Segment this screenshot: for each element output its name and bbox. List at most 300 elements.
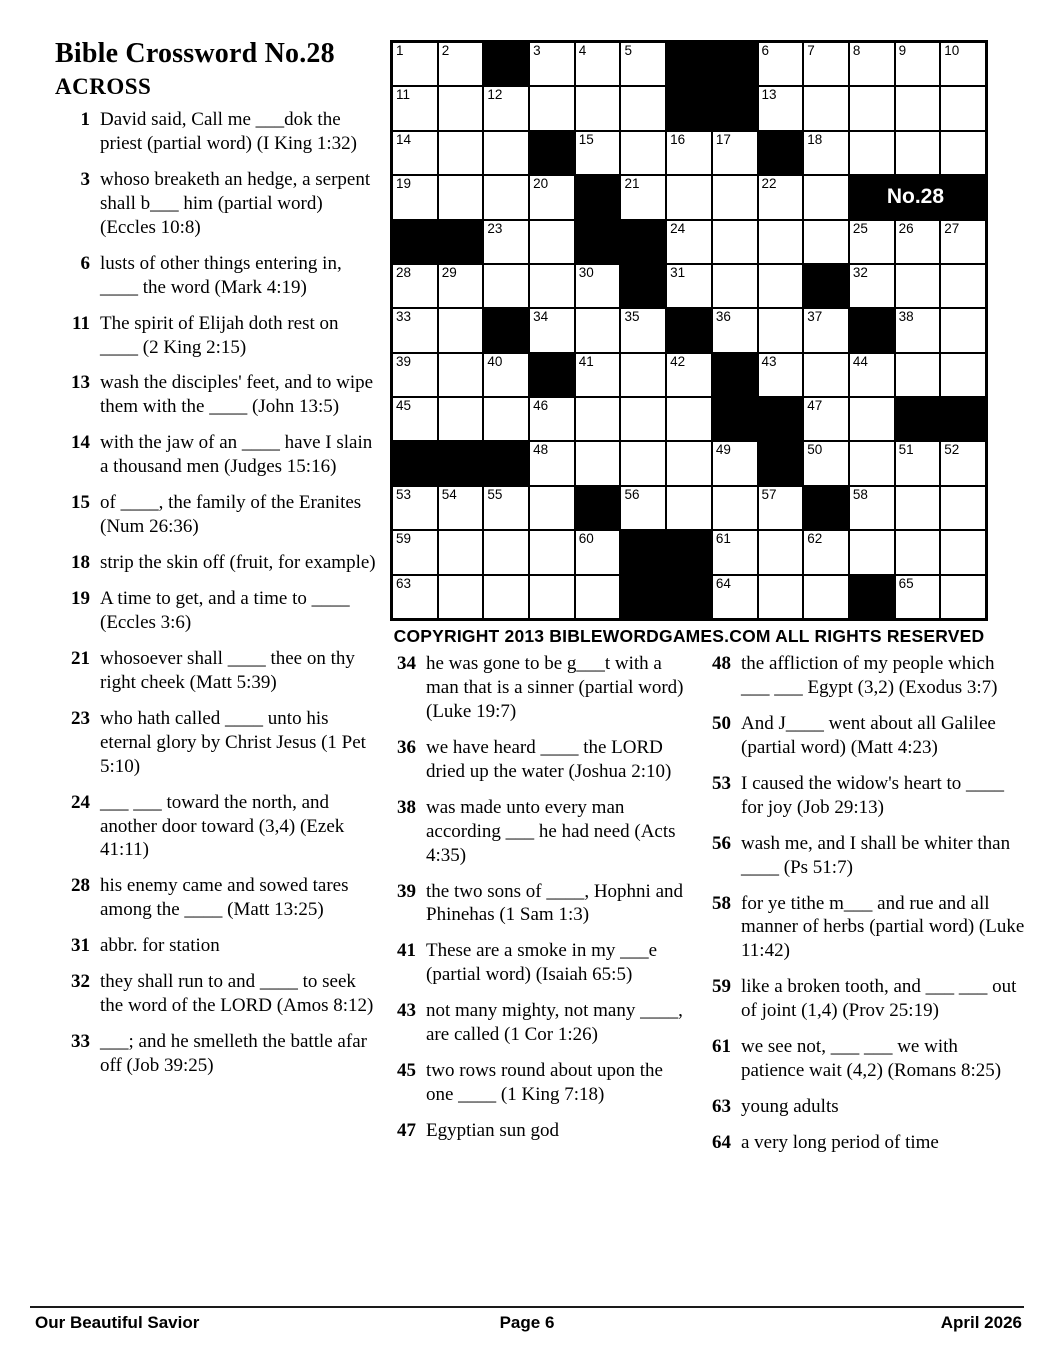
clue-number: 33 <box>71 1031 90 1053</box>
clue-number: 61 <box>712 1036 731 1058</box>
grid-cell <box>393 354 437 396</box>
grid-cell <box>484 531 528 573</box>
grid-cell <box>439 176 483 218</box>
clue-text: strip the skin off (fruit, for example) <box>100 552 376 574</box>
grid-cell <box>667 221 711 263</box>
clue-number: 48 <box>712 653 731 674</box>
clue-item <box>388 939 690 987</box>
clue-number: 13 <box>71 372 90 394</box>
clue-text: I caused the widow's heart to ____ for joy (Job 29:13) <box>741 772 1005 818</box>
grid-cell <box>530 398 574 440</box>
cell-number: 9 <box>898 43 907 58</box>
clue-number: 58 <box>712 892 731 914</box>
clue-number: 36 <box>397 736 416 758</box>
clue-item <box>388 652 690 724</box>
cell-number: 28 <box>396 264 412 280</box>
clue-number: 59 <box>712 976 731 998</box>
clue-text: These are a smoke in my ___e (partial word) (Isaiah 65:5) <box>426 940 658 986</box>
cell-number: 27 <box>944 220 960 236</box>
clue-text: they shall run to and ____ to seek the word of the LORD (Amos 8:12) <box>100 971 374 1017</box>
grid-cell <box>896 531 940 573</box>
grid-cell <box>576 87 620 129</box>
clue-list-middle <box>388 652 690 1155</box>
cell-number: 39 <box>396 353 412 369</box>
footer-date: April 2026 <box>940 1313 1022 1332</box>
grid-cell <box>621 442 665 484</box>
clue-text: who hath called ____ unto his eternal glory by Christ Jesus (1 Pet 5:10) <box>100 707 366 777</box>
cell-number: 57 <box>761 486 777 502</box>
grid-cell-black <box>439 442 483 484</box>
clue-list-left <box>62 108 380 1090</box>
grid-cell-black <box>804 487 848 529</box>
clue-number: 15 <box>71 492 90 514</box>
grid-cell <box>621 398 665 440</box>
clue-text: wash the disciples' feet, and to wipe them with the ____ (John 13:5) <box>100 372 374 418</box>
clue-item <box>62 587 380 635</box>
cell-number: 8 <box>852 43 861 58</box>
grid-cell <box>667 132 711 174</box>
grid-cell-black <box>530 132 574 174</box>
grid-cell <box>530 265 574 307</box>
cell-number: 24 <box>670 220 686 236</box>
clue-number: 28 <box>71 875 90 897</box>
grid-cell <box>850 442 894 484</box>
grid-cell <box>484 132 528 174</box>
grid-cell <box>530 221 574 263</box>
clue-item <box>703 1035 1025 1083</box>
grid-cell <box>804 43 848 85</box>
cell-number: 26 <box>898 220 914 236</box>
cell-number: 29 <box>441 264 457 280</box>
clue-text: Egyptian sun god <box>426 1120 559 1141</box>
grid-cell <box>439 398 483 440</box>
grid-cell <box>576 531 620 573</box>
grid-cell <box>804 132 848 174</box>
grid-cell <box>439 132 483 174</box>
cell-number: 53 <box>396 486 412 502</box>
grid-cell-black <box>850 309 894 351</box>
cell-number: 61 <box>715 531 731 547</box>
grid-cell <box>713 531 757 573</box>
grid-cell <box>759 531 803 573</box>
grid-cell-black <box>759 442 803 484</box>
clue-item <box>62 312 380 360</box>
across-heading: ACROSS <box>55 74 152 99</box>
grid-cell <box>393 398 437 440</box>
grid-cell <box>941 132 985 174</box>
clue-text: ___; and he smelleth the battle afar off (Job 39:25) <box>100 1031 367 1076</box>
grid-cell <box>941 221 985 263</box>
clue-text: we see not, ___ ___ we with patience wait (4,2) (Romans 8:25) <box>741 1036 1002 1082</box>
grid-cell-black <box>850 176 945 218</box>
grid-cell <box>393 531 437 573</box>
clue-number: 21 <box>71 647 90 669</box>
clue-number: 39 <box>397 880 416 902</box>
grid-cell <box>439 265 483 307</box>
grid-cell <box>941 576 985 618</box>
grid-cell <box>759 87 803 129</box>
grid-cell <box>393 43 437 85</box>
clue-item <box>62 371 380 419</box>
grid-cell-black <box>393 442 437 484</box>
clue-item <box>62 108 380 156</box>
clue-number: 19 <box>71 588 90 609</box>
grid-cell-black <box>576 487 620 529</box>
clue-item <box>703 1095 1025 1119</box>
grid-cell-black <box>484 442 528 484</box>
grid-cell <box>759 221 803 263</box>
grid-cell-black <box>621 576 665 618</box>
clue-number: 24 <box>71 791 90 813</box>
grid-cell <box>530 531 574 573</box>
grid-cell <box>576 398 620 440</box>
grid-cell <box>759 176 803 218</box>
grid-cell <box>713 442 757 484</box>
grid-cell <box>850 87 894 129</box>
cell-number: 20 <box>533 176 549 192</box>
grid-cell <box>576 442 620 484</box>
clue-item <box>388 796 690 868</box>
grid-cell-black <box>621 531 665 573</box>
grid-cell <box>941 87 985 129</box>
clue-item <box>703 772 1025 820</box>
clue-item <box>388 1059 690 1107</box>
clue-text: the two sons of ____, Hophni and Phinehas (1 Sam 1:3) <box>426 880 684 926</box>
clue-item <box>703 712 1025 760</box>
clue-number: 34 <box>397 653 416 674</box>
cell-number: 37 <box>807 309 823 325</box>
grid-cell-black <box>896 398 940 440</box>
clue-item <box>388 1119 690 1143</box>
cell-number: 60 <box>578 531 594 547</box>
grid-cell <box>576 576 620 618</box>
no28-badge: No.28 <box>886 185 945 209</box>
clue-text: his enemy came and sowed tares among the ____ (Matt 13:25) <box>100 875 349 921</box>
clue-number: 63 <box>712 1096 731 1118</box>
clue-text: ___ ___ toward the north, and another door toward (3,4) (Ezek 41:11) <box>100 791 345 861</box>
grid-cell <box>713 176 757 218</box>
cell-number: 56 <box>624 486 640 502</box>
grid-cell <box>941 43 985 85</box>
grid-cell <box>759 43 803 85</box>
clue-item <box>62 551 380 575</box>
clue-text: for ye tithe m___ and rue and all manner of herbs (partial word) (Luke 11:42) <box>741 892 1025 962</box>
cell-number: 59 <box>396 531 412 547</box>
cell-number: 10 <box>944 43 960 58</box>
clue-item <box>388 999 690 1047</box>
cell-number: 44 <box>852 353 868 369</box>
grid-cell <box>530 309 574 351</box>
clue-number: 11 <box>72 312 90 334</box>
cell-number: 46 <box>533 398 549 414</box>
grid-cell-black <box>759 398 803 440</box>
grid-cell <box>850 43 894 85</box>
grid-cell <box>759 576 803 618</box>
clue-number: 31 <box>71 935 90 957</box>
clue-list-right <box>703 652 1025 1167</box>
cell-number: 23 <box>487 220 503 236</box>
grid-cell <box>804 354 848 396</box>
grid-cell <box>941 442 985 484</box>
grid-cell <box>896 132 940 174</box>
cell-number: 22 <box>761 176 777 192</box>
grid-cell <box>439 487 483 529</box>
grid-cell <box>667 354 711 396</box>
clue-item <box>62 431 380 479</box>
grid-cell <box>393 576 437 618</box>
cell-number: 58 <box>852 486 868 502</box>
grid-cell <box>804 576 848 618</box>
grid-cell <box>621 87 665 129</box>
cell-number: 13 <box>761 87 777 103</box>
grid-cell <box>804 398 848 440</box>
clue-text: A time to get, and a time to ____ (Eccles 3:6) <box>100 588 350 633</box>
grid-cell-black <box>941 398 985 440</box>
cell-number: 40 <box>487 353 503 369</box>
grid-cell <box>439 309 483 351</box>
clue-number: 45 <box>397 1060 416 1082</box>
grid-cell <box>850 487 894 529</box>
grid-cell-black <box>484 43 528 85</box>
grid-cell <box>759 354 803 396</box>
clue-text: abbr. for station <box>100 935 220 957</box>
grid-cell <box>759 487 803 529</box>
grid-cell <box>713 221 757 263</box>
cell-number: 43 <box>761 353 777 369</box>
grid-cell <box>896 354 940 396</box>
clue-item <box>62 707 380 779</box>
grid-cell <box>850 354 894 396</box>
clue-item <box>703 1131 1025 1155</box>
grid-cell <box>484 221 528 263</box>
cell-number: 42 <box>670 353 686 369</box>
cell-number: 62 <box>807 531 823 547</box>
clue-item <box>62 934 380 958</box>
grid-cell <box>621 43 665 85</box>
cell-number: 7 <box>807 43 815 58</box>
clue-number: 56 <box>712 832 731 854</box>
grid-cell <box>439 87 483 129</box>
cell-number: 12 <box>487 87 503 103</box>
grid-cell <box>759 265 803 307</box>
cell-number: 36 <box>715 309 731 325</box>
cell-number: 55 <box>487 486 503 502</box>
grid-cell <box>621 176 665 218</box>
cell-number: 50 <box>807 442 823 458</box>
grid-cell <box>896 442 940 484</box>
grid-cell <box>713 265 757 307</box>
grid-cell <box>850 265 894 307</box>
grid-cell <box>941 265 985 307</box>
cell-number: 65 <box>898 575 914 591</box>
grid-cell <box>530 442 574 484</box>
clue-number: 47 <box>397 1120 416 1141</box>
grid-cell <box>484 87 528 129</box>
clue-text: whosoever shall ____ thee on thy right cheek (Matt 5:39) <box>100 647 355 693</box>
grid-cell <box>393 309 437 351</box>
grid-cell <box>530 576 574 618</box>
cell-number: 32 <box>852 264 868 280</box>
cell-number: 11 <box>396 87 411 103</box>
clue-text: lusts of other things entering in, ____ the word (Mark 4:19) <box>100 252 342 298</box>
grid-cell-black <box>393 221 437 263</box>
cell-number: 4 <box>578 43 587 58</box>
cell-number: 48 <box>533 442 549 458</box>
grid-cell-black <box>713 87 757 129</box>
clue-item <box>703 652 1025 700</box>
clue-number: 3 <box>80 168 90 190</box>
grid-cell <box>439 531 483 573</box>
cell-number: 31 <box>670 264 686 280</box>
clue-text: a very long period of time <box>741 1132 939 1153</box>
grid-cell <box>759 309 803 351</box>
grid-cell <box>804 309 848 351</box>
grid-cell <box>850 132 894 174</box>
grid-cell <box>484 398 528 440</box>
grid-cell <box>621 132 665 174</box>
cell-number: 35 <box>624 309 640 325</box>
grid-cell <box>439 576 483 618</box>
grid-cell-black <box>667 531 711 573</box>
grid-cell <box>896 309 940 351</box>
clue-number: 38 <box>397 796 416 818</box>
grid-cell <box>621 354 665 396</box>
cell-number: 64 <box>715 575 731 591</box>
grid-cell <box>941 354 985 396</box>
grid-cell-black <box>621 221 665 263</box>
grid-cell <box>576 354 620 396</box>
clue-item <box>62 791 380 863</box>
cell-number: 63 <box>396 575 412 591</box>
clue-item <box>62 1030 380 1078</box>
clue-text: with the jaw of an ____ have I slain a thousand men (Judges 15:16) <box>100 432 373 478</box>
cell-number: 45 <box>396 398 412 414</box>
clue-item <box>703 892 1025 964</box>
grid-cell-black <box>850 576 894 618</box>
cell-number: 51 <box>898 442 914 458</box>
clue-number: 6 <box>80 252 90 274</box>
grid-cell <box>804 176 848 218</box>
clue-number: 18 <box>71 552 90 574</box>
grid-cell <box>439 354 483 396</box>
cell-number: 38 <box>898 309 914 325</box>
grid-cell <box>530 43 574 85</box>
clue-number: 50 <box>712 712 731 734</box>
grid-cell <box>393 132 437 174</box>
clue-text: like a broken tooth, and ___ ___ out of joint (1,4) (Prov 25:19) <box>741 976 1017 1022</box>
clue-number: 14 <box>71 432 90 454</box>
grid-cell <box>896 265 940 307</box>
grid-cell-black <box>667 576 711 618</box>
grid-cell-black <box>667 87 711 129</box>
footer-page-number: Page 6 <box>499 1313 555 1332</box>
cell-number: 33 <box>396 309 412 325</box>
cell-number: 52 <box>944 442 960 458</box>
grid-cell <box>804 531 848 573</box>
grid-cell <box>484 487 528 529</box>
grid-cell-black <box>530 354 574 396</box>
clue-number: 64 <box>712 1132 731 1153</box>
cell-number: 3 <box>533 43 541 58</box>
grid-cell <box>713 132 757 174</box>
grid-cell <box>484 265 528 307</box>
clue-item <box>62 491 380 539</box>
clue-text: The spirit of Elijah doth rest on ____ (2 King 2:15) <box>100 312 339 358</box>
cell-number: 54 <box>441 486 457 502</box>
cell-number: 18 <box>807 131 823 147</box>
cell-number: 1 <box>396 43 404 58</box>
grid-cell <box>667 398 711 440</box>
grid-cell <box>667 442 711 484</box>
grid-cell <box>850 398 894 440</box>
grid-cell-black <box>713 398 757 440</box>
clue-text: young adults <box>741 1096 839 1118</box>
grid-cell <box>713 309 757 351</box>
grid-cell <box>530 176 574 218</box>
clue-text: we have heard ____ the LORD dried up the water (Joshua 2:10) <box>426 736 672 782</box>
clue-text: was made unto every man according ___ he had need (Acts 4:35) <box>426 796 676 866</box>
grid-cell <box>713 576 757 618</box>
cell-number: 17 <box>715 131 731 147</box>
cell-number: 6 <box>761 43 770 58</box>
grid-cell <box>576 132 620 174</box>
clue-number: 23 <box>71 707 90 729</box>
clue-text: David said, Call me ___dok the priest (partial word) (I King 1:32) <box>100 109 357 154</box>
clue-text: he was gone to be g___t with a man that is a sinner (partial word) (Luke 19:7) <box>426 653 684 722</box>
grid-cell <box>484 354 528 396</box>
clue-number: 43 <box>397 1000 416 1022</box>
grid-cell <box>576 265 620 307</box>
clue-item <box>62 970 380 1018</box>
grid-cell-black <box>667 43 711 85</box>
grid-cell-black <box>713 354 757 396</box>
grid-cell-black <box>484 309 528 351</box>
clue-item <box>703 832 1025 880</box>
crossword-grid <box>390 40 988 621</box>
grid-cell <box>804 221 848 263</box>
clue-text: of ____, the family of the Eranites (Num 26:36) <box>100 492 362 538</box>
copyright-text: COPYRIGHT 2013 BIBLEWORDGAMES.COM ALL RIGHTS RESERVED <box>393 626 985 646</box>
grid-cell <box>393 176 437 218</box>
grid-cell <box>804 87 848 129</box>
cell-number: 5 <box>624 43 632 58</box>
grid-cell <box>393 487 437 529</box>
cell-number: 34 <box>533 309 549 325</box>
grid-cell-black <box>667 309 711 351</box>
clue-text: whoso breaketh an hedge, a serpent shall b___ him (partial word) (Eccles 10:8) <box>100 168 371 238</box>
clue-text: And J____ went about all Galilee (partial word) (Matt 4:23) <box>741 712 996 758</box>
clue-item <box>703 975 1025 1023</box>
grid-cell <box>439 43 483 85</box>
grid-cell <box>530 487 574 529</box>
cell-number: 41 <box>578 353 594 369</box>
clue-item <box>388 880 690 928</box>
cell-number: 15 <box>578 131 594 147</box>
grid-cell <box>850 531 894 573</box>
cell-number: 21 <box>624 176 640 192</box>
grid-cell <box>484 176 528 218</box>
grid-cell <box>667 487 711 529</box>
grid-cell <box>576 43 620 85</box>
clue-item <box>388 736 690 784</box>
grid-cell <box>804 442 848 484</box>
clue-text: not many mighty, not many ____, are called (1 Cor 1:26) <box>426 1000 683 1046</box>
grid-cell <box>941 309 985 351</box>
footer-rule <box>30 1306 1024 1308</box>
grid-cell-black <box>576 176 620 218</box>
grid-cell <box>667 176 711 218</box>
clue-item <box>62 647 380 695</box>
